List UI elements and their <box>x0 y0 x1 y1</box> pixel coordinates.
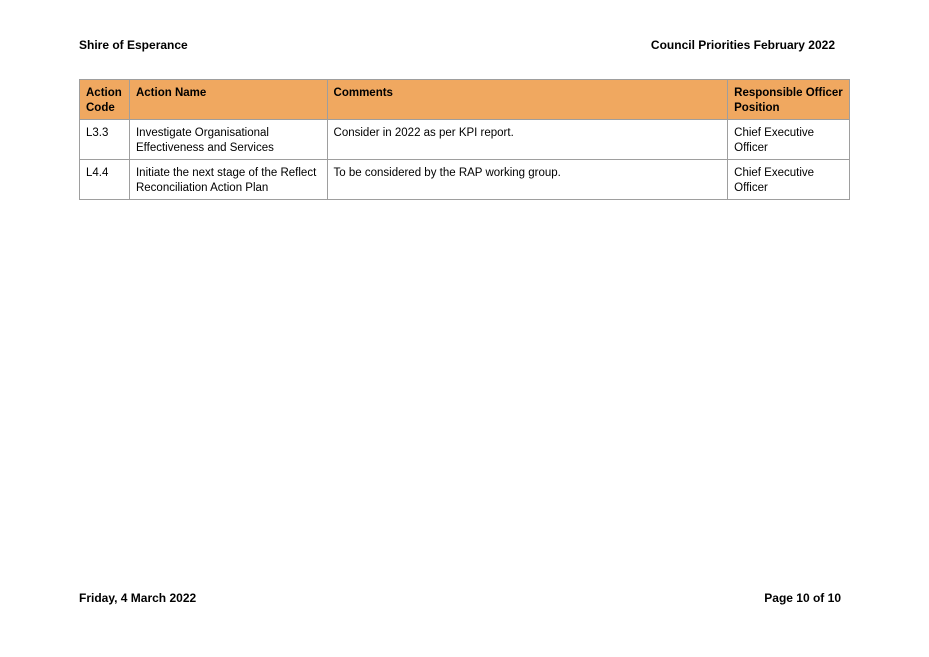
document-title: Council Priorities February 2022 <box>650 38 835 52</box>
column-header-comments: Comments <box>327 80 728 120</box>
table-header-row <box>80 80 850 120</box>
footer-date: Friday, 4 March 2022 <box>79 591 197 605</box>
cell-comments: To be considered by the RAP working group. <box>327 160 728 200</box>
column-header-action-code: Action Code <box>80 80 130 120</box>
column-header-responsible-officer: Responsible Officer Position <box>728 80 850 120</box>
cell-action-name: Investigate Organisational Effectiveness and Services <box>129 120 327 160</box>
cell-comments: Consider in 2022 as per KPI report. <box>327 120 728 160</box>
priorities-table <box>79 79 850 200</box>
column-header-action-name: Action Name <box>129 80 327 120</box>
table-row <box>80 160 850 200</box>
cell-action-code: L3.3 <box>80 120 130 160</box>
table-row <box>80 120 850 160</box>
cell-action-code: L4.4 <box>80 160 130 200</box>
cell-responsible-officer: Chief Executive Officer <box>728 120 850 160</box>
page-number: Page 10 of 10 <box>764 591 841 605</box>
cell-action-name: Initiate the next stage of the Reflect Reconciliation Action Plan <box>129 160 327 200</box>
organisation-name: Shire of Esperance <box>79 38 188 52</box>
cell-responsible-officer: Chief Executive Officer <box>728 160 850 200</box>
